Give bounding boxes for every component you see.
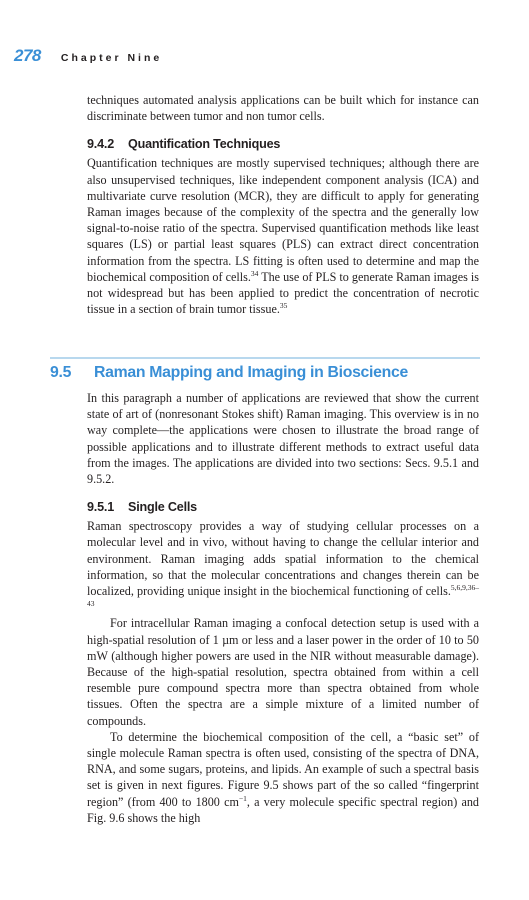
section-divider — [50, 357, 480, 359]
single-cells-paragraph-3 — [87, 729, 479, 826]
quantification-paragraph — [87, 155, 479, 317]
paragraph-text: , a very molecule specific spectral region) and Fig. 9.6 shows the high — [87, 794, 479, 825]
single-cells-paragraph-1 — [87, 518, 479, 615]
section-title: Raman Mapping and Imaging in Bioscience — [94, 364, 408, 381]
subsection-title: Single Cells — [128, 500, 197, 515]
paragraph-text: Quantification techniques are mostly supervised techniques; although there are also unsupervised techniques, like independent component analysis (ICA) and multivariate curve resolution (MCR), they are difficult to apply for generating Raman images because of the complexity of the spectra and the generally low signal-to-noise ratio of the spectra. Supervised quantification methods like least squares (LS) or partial least squares (PLS) can extract direct concentration information from the spectra. LS fitting is often used to determine and map the biochemical composition of cells. — [87, 156, 479, 284]
section-intro-paragraph: In this paragraph a number of applications are reviewed that show the current state of art of (nonresonant Stokes shift) Raman imaging. This overview is in no way complete—the applications were chosen to illustrate the broad range of possible applications and to illustrate different methods to extract useful data from the images. The applications are divided into two sections: Secs. 9.5.1 and 9.5.2. — [87, 391, 479, 487]
single-cells-paragraph-2: For intracellular Raman imaging a confocal detection setup is used with a high-spatial resolution of 1 µm or less and a laser power in the order of 10 to 50 mW (although higher powers are used in the NIR without measurable damage). Because of the high-spatial resolution, spectra obtained from within a cell resemble pure compound spectra more than spectra obtained from whole tissues. Often the spectra are a simple mixture of a limited number of compounds. — [87, 616, 479, 728]
page-number: 278 — [14, 46, 41, 65]
running-header — [14, 46, 162, 68]
upper-text-block — [87, 92, 479, 317]
subsection-heading-9-4-2 — [87, 136, 479, 152]
subsection-heading-9-5-1 — [87, 499, 479, 515]
chapter-title: Chapter Nine — [60, 52, 163, 64]
paragraph-text: Raman spectroscopy provides a way of studying cellular processes on a molecular level and in vivo, without having to change the cellular interior and environment. Raman imaging adds spatial information to the chemical information, so that the molecular concentrations and changes therein can be localized, providing unique insight in the biochemical functioning of cells. — [87, 519, 479, 599]
subsection-title: Quantification Techniques — [128, 137, 281, 152]
paragraph-text: The use of PLS to generate Raman images is not widespread but has been applied to predict the concentration of necrotic tissue in a section of brain tumor tissue. — [87, 269, 480, 317]
section-heading-9-5 — [50, 364, 408, 382]
lower-text-block — [87, 390, 479, 826]
citation: 35 — [279, 301, 288, 311]
citation: 34 — [250, 268, 259, 278]
intro-paragraph: techniques automated analysis applications can be built which for instance can discriminate between tumor and non tumor cells. — [87, 93, 479, 124]
superscript: −1 — [238, 793, 247, 803]
section-number: 9.5 — [50, 364, 72, 381]
citation: 5,6,9,36–43 — [87, 583, 479, 609]
subsection-number: 9.4.2 — [87, 137, 115, 152]
paragraph-text: To determine the biochemical composition of the cell, a “basic set” of single molecule Raman spectra is often used, consisting of the spectra of DNA, RNA, and some sugars, proteins, and lipids. An example of such a spectral basis set is given in next figures. Figure 9.5 shows part of the so called “fingerprint region” (from 400 to 1800 cm — [87, 729, 479, 809]
subsection-number: 9.5.1 — [87, 500, 115, 515]
